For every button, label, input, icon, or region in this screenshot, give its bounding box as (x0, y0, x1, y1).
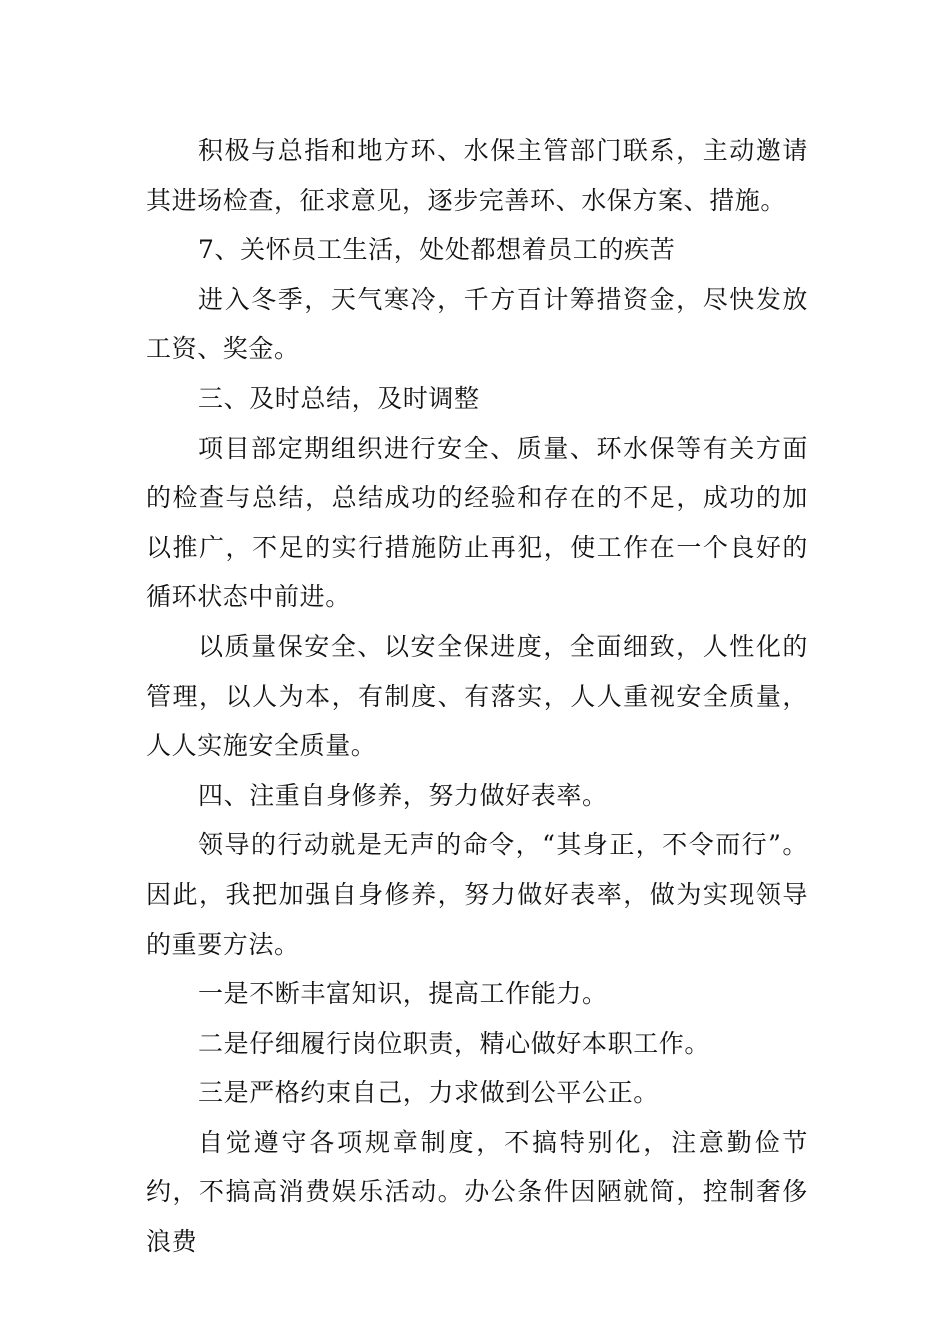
paragraph: 进入冬季，天气寒冷，千方百计筹措资金，尽快发放工资、奖金。 (146, 284, 808, 364)
section-heading: 三、及时总结，及时调整 (198, 383, 480, 413)
paragraph: 领导的行动就是无声的命令，“其身正，不令而行”。因此，我把加强自身修养，努力做好表率，做为实现领导的重要方法。 (146, 830, 808, 959)
paragraph: 积极与总指和地方环、水保主管部门联系，主动邀请其进场检查，征求意见，逐步完善环、水保方案、措施。 (146, 136, 808, 215)
list-item: 一是不断丰富知识，提高工作能力。 (198, 979, 608, 1009)
paragraph: 自觉遵守各项规章制度，不搞特别化，注意勤俭节约，不搞高消费娱乐活动。办公条件因陋就简，控制奢侈浪费 (146, 1127, 808, 1257)
document-body (146, 126, 808, 1267)
paragraph: 以质量保安全、以安全保进度，全面细致，人性化的管理，以人为本，有制度、有落实，人人重视安全质量，人人实施安全质量。 (146, 631, 808, 761)
section-heading: 四、注重自身修养，努力做好表率。 (198, 780, 608, 810)
list-item: 三是严格约束自己，力求做到公平公正。 (198, 1078, 659, 1108)
section-heading: 7、关怀员工生活，处处都想着员工的疾苦 (198, 235, 676, 265)
paragraph: 项目部定期组织进行安全、质量、环水保等有关方面的检查与总结，总结成功的经验和存在的不足，成功的加以推广，不足的实行措施防止再犯，使工作在一个良好的循环状态中前进。 (146, 433, 808, 612)
list-item: 二是仔细履行岗位职责，精心做好本职工作。 (198, 1028, 711, 1058)
